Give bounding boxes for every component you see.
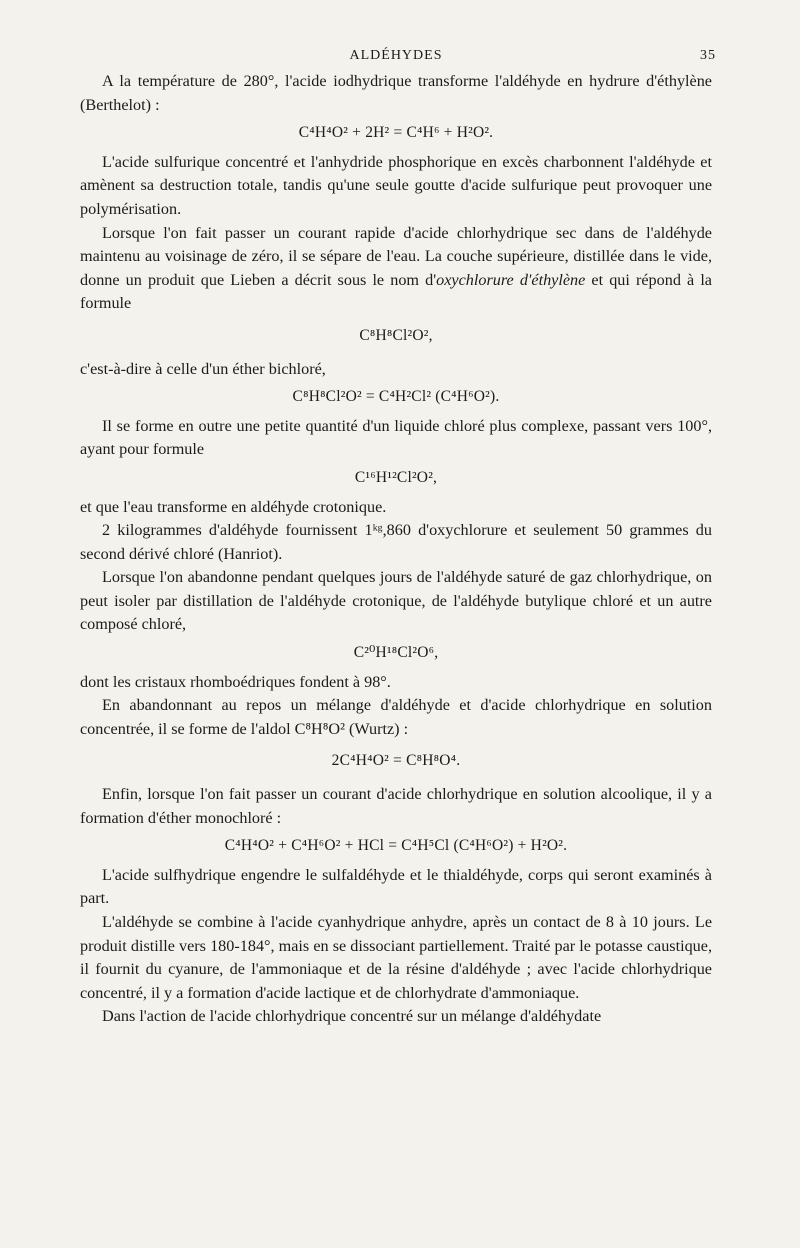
paragraph: Lorsque l'on abandonne pendant quelques jours de l'aldéhyde saturé de gaz chlorhydrique, on peut isoler par distillation de l'aldéhyde crotonique, de l'aldéhyde butylique chloré et un autre composé chloré, — [80, 568, 712, 634]
paragraph: Enfin, lorsque l'on fait passer un courant d'acide chlorhydrique en solution alcoolique, il y a formation d'éther monochloré : — [80, 785, 712, 827]
paragraph: A la température de 280°, l'acide iodhydrique transforme l'aldéhyde en hydrure d'éthylène (Berthelot) : — [80, 72, 712, 114]
paragraph: c'est-à-dire à celle d'un éther bichloré, — [80, 359, 326, 378]
paragraph: Il se forme en outre une petite quantité d'un liquide chloré plus complexe, passant vers 100°, ayant pour formule — [80, 416, 712, 459]
paragraph: Dans l'action de l'acide chlorhydrique concentré sur un mélange d'aldéhydate — [102, 1007, 602, 1026]
chemical-formula: C⁸H⁸Cl²O², — [359, 326, 433, 344]
page — [80, 40, 716, 1029]
running-header — [80, 40, 716, 70]
paragraph-text: et qui répond à la formule — [80, 270, 712, 313]
body-text — [80, 70, 712, 1029]
chemical-formula: C⁴H⁴O² + 2H² = C⁴H⁶ + H²O². — [298, 124, 494, 142]
paragraph: 2 kilogrammes d'aldéhyde fournissent 1ᵏᵍ,860 d'oxychlorure et seulement 50 grammes du second dérivé chloré (Hanriot). — [80, 521, 712, 563]
paragraph-text: Lorsque l'on fait passer un courant rapide d'acide chlorhydrique sec dans de l'aldéhyde maintenu au voisinage de zéro, il se sépare de l'eau. La couche supérieure, distillée dans le vide, donne un produit que Lieben a décrit sous le nom d' — [80, 223, 712, 289]
paragraph: En abandonnant au repos un mélange d'aldéhyde et d'acide chlorhydrique en solution concentrée, il se forme de l'aldol C⁸H⁸O² (Wurtz) : — [80, 696, 712, 738]
paragraph: dont les cristaux rhomboédriques fondent à 98°. — [80, 672, 391, 691]
italic-term: oxychlorure d'éthylène — [436, 270, 586, 289]
paragraph: L'acide sulfhydrique engendre le sulfaldéhyde et le thialdéhyde, corps qui seront examinés à part. — [80, 865, 712, 908]
chemical-formula: C²⁰H¹⁸Cl²O⁶, — [353, 644, 439, 662]
paragraph — [80, 222, 712, 316]
chemical-formula: C⁴H⁴O² + C⁴H⁶O² + HCl = C⁴H⁵Cl (C⁴H⁶O²) + H²O². — [224, 837, 568, 855]
chemical-formula: C¹⁶H¹²Cl²O², — [354, 468, 438, 486]
chemical-formula: C⁸H⁸Cl²O² = C⁴H²Cl² (C⁴H⁶O²). — [292, 388, 500, 406]
paragraph: L'acide sulfurique concentré et l'anhydride phosphorique en excès charbonnent l'aldéhyde et amènent sa destruction totale, tandis qu'une seule goutte d'acide sulfurique peut provoquer une polymérisation. — [80, 152, 712, 218]
paragraph: L'aldéhyde se combine à l'acide cyanhydrique anhydre, après un contact de 8 à 10 jours. Le produit distille vers 180-184°, mais en se dissociant partiellement. Traité par le potasse caustique, il fournit du cyanure, de l'ammoniaque et de la résine d'aldéhyde ; avec l'acide chlorhydrique concentré, il y a formation d'acide lactique et de chlorhydrate d'ammoniaque. — [80, 913, 712, 1002]
running-title: ALDÉHYDES — [349, 48, 443, 63]
chemical-formula: 2C⁴H⁴O² = C⁸H⁸O⁴. — [331, 752, 461, 770]
page-number: 35 — [700, 48, 716, 63]
paragraph: et que l'eau transforme en aldéhyde crotonique. — [80, 497, 387, 516]
